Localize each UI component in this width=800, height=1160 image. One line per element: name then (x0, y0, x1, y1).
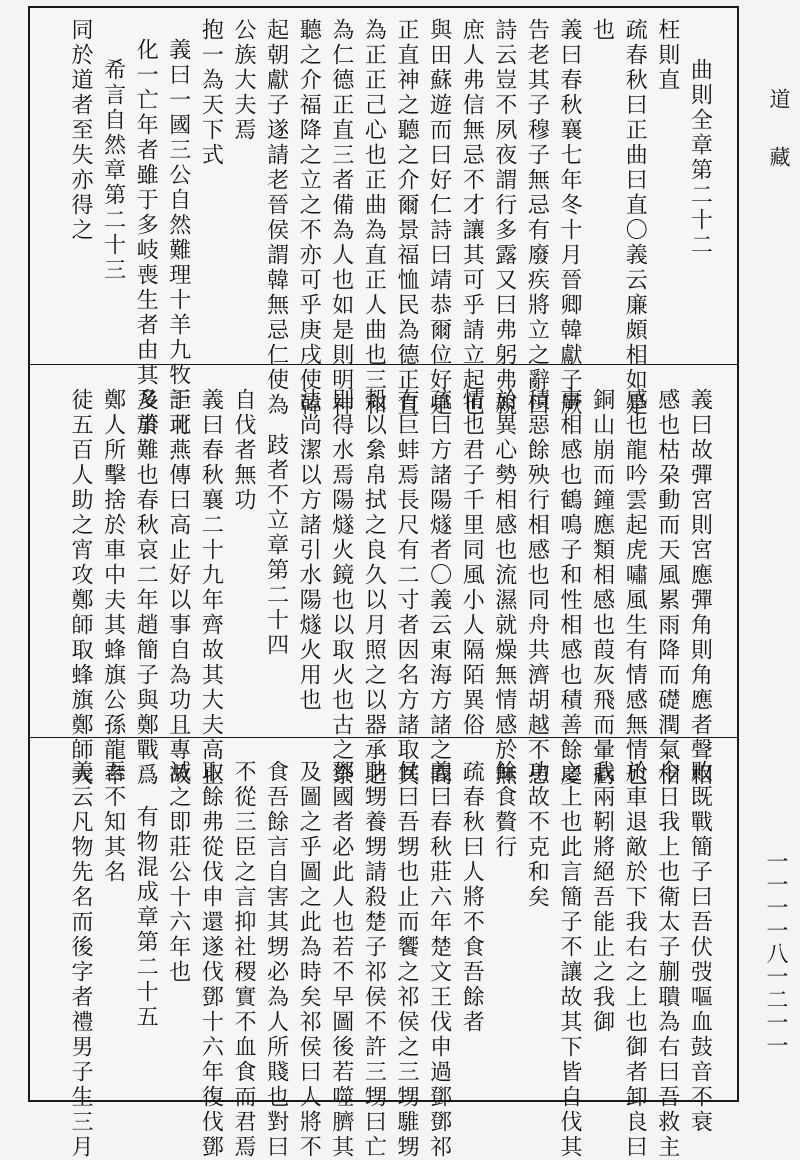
middle-text-column: 跂者不立章第二十四 (263, 433, 289, 658)
middle-text-column: 殼以絫帛拭之良久以月照之以器承之 (361, 388, 387, 788)
lower-text-column: 功故不克和矣 (524, 760, 550, 910)
upper-text-column: 聽之介福降之立之不亦可乎庚戌使韓 (296, 18, 322, 418)
upper-text-column: 同於道者至失亦得之 (68, 18, 93, 243)
middle-text-column: 徒五百人助之宵攻鄭師取蜂旗鄭師大 (68, 388, 93, 788)
middle-text-column: 疏曰方諸陽燧者〇義云東海方諸之間 (426, 388, 452, 788)
upper-text-column: 為仁德正直三者備為人也如是則明神 (328, 18, 354, 418)
middle-text-column: 銅山崩而鐘應類相感也葭灰飛而暈虧 (589, 388, 615, 788)
upper-text-column: 也 (589, 18, 615, 43)
middle-text-column: 則得水焉陽燧火鏡也以取火也古之祭 (328, 388, 354, 788)
upper-text-column: 與田蘇遊而曰好仁詩曰靖恭爾位好是 (426, 18, 452, 418)
upper-text-column: 庶人弗信無忌不才讓其可乎請立起也 (459, 18, 485, 418)
middle-text-column: 自伐者無功 (231, 388, 256, 513)
upper-text-column: 疏春秋曰正曲曰直〇義云廉頗相如是 (622, 18, 648, 418)
folio-number: 一一一一八一二一一 (763, 850, 788, 1057)
upper-text-column: 公族大夫焉 (231, 18, 256, 143)
lower-text-column: 食吾餘言自害其甥必為人所賤也對曰 (263, 760, 289, 1160)
upper-text-column: 起朝獻子遂請老晉侯謂韓無忌仁使為 (263, 18, 289, 418)
middle-text-column: 鄭人所擊捨於車中夫其蜂旗公孫龍率 (100, 388, 126, 788)
middle-text-column: 義曰春秋襄二十九年齊故其大夫高止 (198, 388, 224, 788)
lower-text-column: 我兩靷將絕吾能止之我御 (589, 760, 615, 1035)
lower-text-column: 敗既戰簡子曰吾伏弢嘔血鼓音不衰 (687, 760, 713, 1135)
lower-text-column: 侯曰吾甥也止而饗之祁侯之三甥騅甥 (394, 760, 419, 1160)
middle-text-column: 事相感也鶴鳴子和性相感也積善餘慶 (557, 388, 582, 788)
lower-text-column: 取餘弗從伐申還遂伐鄧十六年復伐鄧 (198, 760, 224, 1160)
upper-text-column: 化一亡年者雖于多岐喪生者由其多事 (133, 38, 159, 438)
upper-text-column: 義曰一國三公自然難理十羊九牧詎可 (165, 38, 191, 438)
middle-text-column: 於異心勢相感也流濕就燥無情感於無 (491, 388, 517, 788)
middle-text-column: 義曰故彈宮則宮應彈角則角應者聲相 (687, 388, 713, 788)
upper-text-column: 希言自然章第二十三 (100, 58, 126, 283)
upper-text-column: 告老其子穆子無忌有廢疾將立之辭曰 (524, 18, 550, 418)
text-frame (28, 6, 739, 1160)
middle-text-column: 感也枯朶動而天風累雨降而礎潤氣相 (654, 388, 680, 788)
upper-text-column: 抱一為天下式 (198, 18, 224, 168)
lower-text-column: 吾不知其名 (100, 760, 126, 885)
margin-source-title: 道 (767, 88, 791, 115)
upper-text-column: 枉則直 (654, 18, 680, 93)
upper-text-column: 詩云豈不夙夜謂行多露又曰弗躬弗親 (491, 18, 517, 418)
middle-text-column: 有巨蚌焉長尺有二寸者因名方諸取其 (394, 388, 419, 788)
lower-text-column: 之上也此言簡子不讓故其下皆自伐其 (557, 760, 582, 1160)
lower-text-column: 疏春秋曰人將不食吾餘者 (459, 760, 485, 1035)
lower-text-column: 有物混成章第二十五 (133, 805, 159, 1030)
middle-text-column: 積惡餘殃行相感也同舟共濟胡越不患 (524, 388, 550, 788)
lower-text-column: 聃甥養甥請殺楚子祁侯不許三甥曰亡 (361, 760, 387, 1160)
lower-text-column: 今日我上也衛太子蒯聵為右曰吾救主 (654, 760, 680, 1160)
middle-text-column: 法尚潔以方諸引水陽燧火用也 (296, 388, 322, 713)
lower-text-column: 義曰春秋莊六年楚文王伐申過鄧鄧祁 (426, 760, 452, 1160)
margin-collection-label: 藏 (767, 146, 791, 173)
middle-text-column: 感也龍吟雲起虎嘯風生有情感無情也 (622, 388, 648, 788)
lower-text-column: 鄧國者必此人也若不早圖後若噬臍其 (328, 760, 354, 1160)
upper-text-column: 義曰春秋襄七年冬十月晉卿韓獻子厥 (557, 18, 582, 418)
lower-text-column: 及圖之乎圖之此為時矣祁侯曰人將不 (296, 760, 322, 1160)
middle-text-column: 及於難也春秋哀二年趙簡子與鄭戰爲 (133, 388, 159, 788)
lower-text-column: 不從三臣之言抑社稷實不血食而君焉 (231, 760, 256, 1160)
upper-text-column: 為正正己心也正曲為直正人曲也三和 (361, 18, 387, 418)
middle-text-column: 情也君子千里同風小人隔陌異俗 (459, 388, 485, 738)
lower-text-column: 義云凡物先名而後字者禮男子生三月 (68, 760, 93, 1160)
upper-text-column: 曲則全章第二十二 (687, 58, 713, 258)
lower-text-column: 餘食贅行 (491, 760, 517, 860)
lower-text-column: 滅之即莊公十六年也 (165, 760, 191, 985)
upper-text-column: 正直神之聽之介爾景福恤民為德正直 (394, 18, 419, 418)
middle-text-column: 于北燕傳曰高止好以事自為功且專故 (165, 388, 191, 788)
lower-text-column: 於車退敵於下我右之上也御者卸良曰 (622, 760, 648, 1160)
